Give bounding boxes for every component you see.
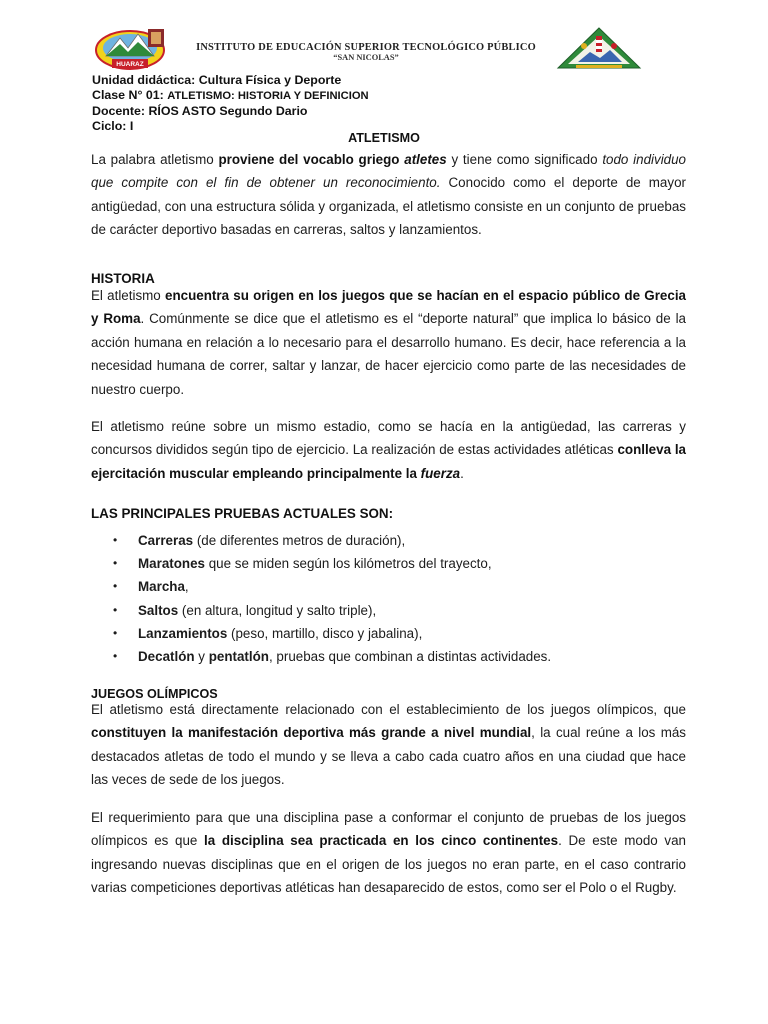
meta-clase-value: ATLETISMO: HISTORIA Y DEFINICION	[167, 90, 369, 102]
meta-ciclo-label: Ciclo:	[92, 119, 127, 133]
document-header	[92, 26, 644, 72]
intro-paragraph: La palabra atletismo proviene del vocablo griego atletes y tiene como significado todo individuo que compite con el fin de obtener un reconocimiento. Conocido como el deporte de mayor antigüedad, con una estructura sólida y organizada, el atletismo consiste en un conjunto de pruebas de carácter deportivo basadas en carreras, saltos y lanzamientos.	[91, 152, 687, 238]
pruebas-heading: LAS PRINCIPALES PRUEBAS ACTUALES SON:	[91, 506, 394, 521]
list-item: • Saltos (en altura, longitud y salto triple),	[91, 599, 686, 622]
institution-subtitle: “SAN NICOLAS”	[333, 53, 399, 62]
huaraz-logo-icon	[92, 26, 172, 72]
historia-heading: HISTORIA	[91, 271, 155, 286]
institution-name: INSTITUTO DE EDUCACIÓN SUPERIOR TECNOLÓGICO PÚBLICO	[196, 42, 536, 53]
svg-text:HUARAZ: HUARAZ	[116, 61, 144, 68]
list-item: • Maratones que se miden según los kilómetros del trayecto,	[91, 552, 686, 575]
meta-ciclo-value: I	[129, 119, 134, 133]
san-nicolas-logo-icon	[556, 26, 642, 72]
pruebas-list	[91, 529, 686, 668]
document-meta	[92, 73, 369, 134]
meta-unidad-value: Cultura Física y Deporte	[198, 73, 342, 87]
olimpicos-heading: JUEGOS OLÍMPICOS	[91, 687, 218, 701]
meta-clase-label: Clase N° 01:	[92, 88, 164, 102]
list-item: • Marcha,	[91, 575, 686, 598]
list-item: • Carreras (de diferentes metros de duración),	[91, 529, 686, 552]
document-title: ATLETISMO	[348, 131, 420, 145]
historia-paragraph-2: El atletismo reúne sobre un mismo estadio, como se hacía en la antigüedad, las carreras y concursos divididos según tipo de ejercicio. La realización de estas actividades atléticas conlleva la ejercitación muscular empleando principalmente la fuerza.	[91, 419, 686, 481]
meta-clase	[92, 88, 369, 104]
list-item: • Decatlón y pentatlón, pruebas que combinan a distintas actividades.	[91, 645, 686, 668]
list-item: • Lanzamientos (peso, martillo, disco y jabalina),	[91, 622, 686, 645]
historia-paragraph-1: El atletismo encuentra su origen en los juegos que se hacían en el espacio público de Grecia y Roma. Comúnmente se dice que el atletismo es el “deporte natural” que implica lo básico de la acción humana en relación a lo necesario para el desarrollo humano. Es decir, hace referencia a la necesidad humana de correr, saltar y lanzar, de hacer ejercicio como parte de las necesidades de nuestro cuerpo.	[91, 288, 686, 397]
meta-unidad	[92, 73, 369, 88]
meta-docente-label: Docente:	[92, 104, 146, 118]
meta-docente	[92, 104, 369, 119]
olimpicos-paragraph-2: El requerimiento para que una disciplina pase a conformar el conjunto de pruebas de los juegos olímpicos es que la disciplina sea practicada en los cinco continentes. De este modo van ingresando nuevas disciplinas que en el origen de los juegos no eran parte, en el caso contrario varias competiciones deportivas atléticas han desaparecido de estos, como ser el Polo o el Rugby.	[91, 810, 686, 896]
olimpicos-paragraph-1: El atletismo está directamente relacionado con el establecimiento de los juegos olímpicos, que constituyen la manifestación deportiva más grande a nivel mundial, la cual reúne a los más destacados atletas de todo el mundo y se lleva a cabo cada cuatro años en una ciudad que hace las veces de sede de los juegos.	[91, 702, 687, 788]
meta-unidad-label: Unidad didáctica:	[92, 73, 196, 87]
meta-docente-value: RÍOS ASTO Segundo Dario	[148, 104, 308, 118]
